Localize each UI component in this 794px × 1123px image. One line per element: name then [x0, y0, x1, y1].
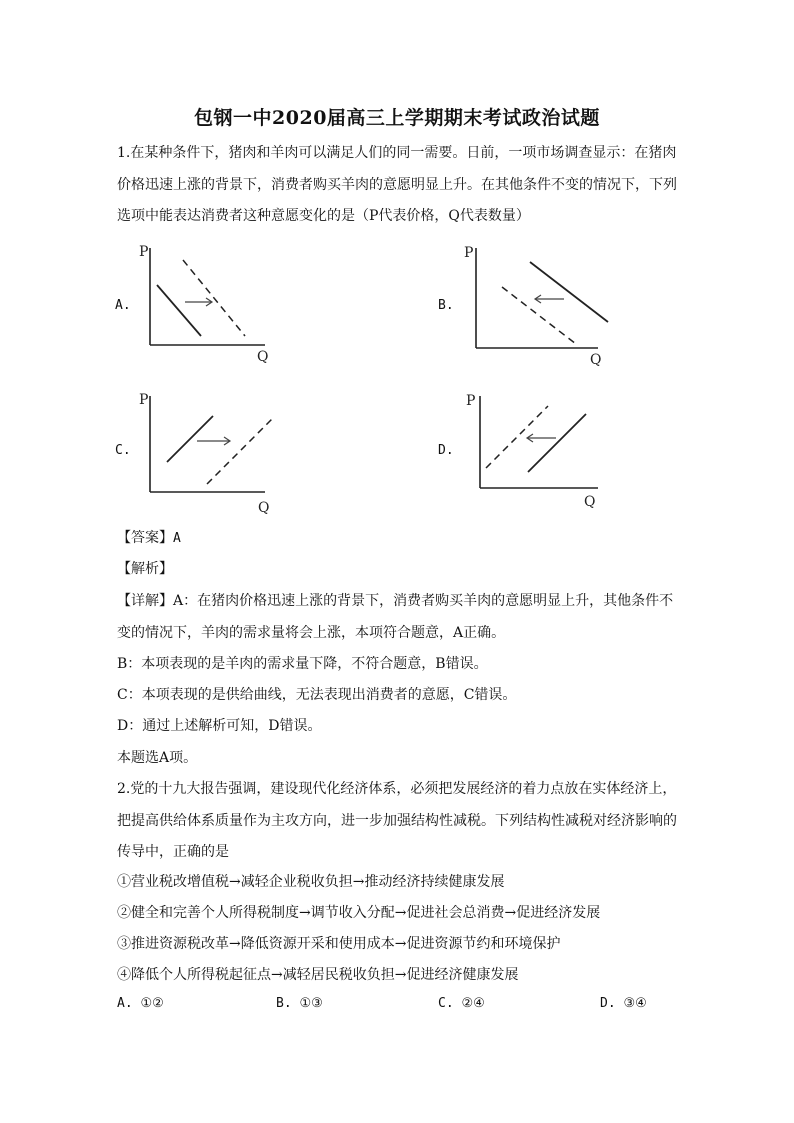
q1-conclusion: 本题选A项。 — [117, 750, 198, 766]
page-title: 包钢一中2020届高三上学期期末考试政治试题 — [194, 107, 600, 129]
q1-analysis-label: 【解析】 — [117, 561, 173, 577]
demand-curve-shifted — [502, 287, 576, 344]
supply-curve-original — [167, 416, 213, 462]
q-label: Q — [258, 500, 270, 516]
q1-option-b-graph — [458, 240, 618, 370]
answer-label: 【答案】 — [117, 530, 173, 546]
q2-item-4: ④降低个人所得税起征点→减轻居民税收负担→促进经济健康发展 — [117, 967, 519, 983]
q1-option-a-letter: A. — [115, 298, 131, 313]
q2-item-1: ①营业税改增值税→减轻企业税收负担→推动经济持续健康发展 — [117, 874, 505, 890]
q1-option-b-letter: B. — [438, 298, 454, 313]
q-label: Q — [257, 349, 269, 365]
q2-stem: 2.党的十九大报告强调，建设现代化经济体系，必须把发展经济的着力点放在实体经济上，把提高供给体系质量作为主攻方向，进一步加强结构性减税。下列结构性减税对经济影响的传导中，正确的是 — [117, 781, 677, 860]
q1-option-d-graph — [458, 388, 618, 518]
q2-choice-d: D. ③④ — [600, 996, 647, 1011]
q2-choice-b: B. ①③ — [276, 996, 323, 1011]
supply-curve-shifted — [486, 406, 548, 468]
q1-option-c-letter: C. — [115, 443, 131, 458]
p-label: P — [139, 392, 149, 408]
q2-choice-c: C. ②④ — [438, 996, 485, 1011]
q1-detail: 【详解】A：在猪肉价格迅速上涨的背景下，消费者购买羊肉的意愿明显上升，其他条件不变的情况下，羊肉的需求量将会上涨，本项符合题意，A正确。 — [117, 593, 674, 641]
demand-curve-original — [157, 285, 201, 336]
q2-item-2: ②健全和完善个人所得税制度→调节收入分配→促进社会总消费→促进经济发展 — [117, 905, 601, 921]
q1-c-explanation: C：本项表现的是供给曲线，无法表现出消费者的意愿，C错误。 — [117, 687, 517, 703]
p-label: P — [139, 244, 149, 260]
supply-curve-shifted — [207, 418, 273, 484]
q1-option-a-graph — [135, 240, 285, 365]
supply-curve-original — [528, 414, 586, 472]
demand-curve-original — [530, 262, 608, 322]
q-label: Q — [590, 352, 602, 368]
q1-option-c-graph — [135, 388, 285, 518]
p-label: P — [464, 245, 474, 261]
q1-stem: 1.在某种条件下，猪肉和羊肉可以满足人们的同一需要。日前，一项市场调查显示：在猪肉价格迅速上涨的背景下，消费者购买羊肉的意愿明显上升。在其他条件不变的情况下，下列选项中能表达消费者这种意愿变化的是（P代表价格，Q代表数量） — [117, 145, 677, 224]
q1-d-explanation: D：通过上述解析可知，D错误。 — [117, 718, 322, 734]
q-label: Q — [584, 494, 596, 510]
q2-choice-a: A. ①② — [117, 996, 164, 1011]
q1-option-d-letter: D. — [438, 443, 454, 458]
q1-answer — [117, 528, 181, 549]
q1-b-explanation: B：本项表现的是羊肉的需求量下降，不符合题意，B错误。 — [117, 656, 488, 672]
answer-value: A — [173, 531, 181, 546]
q2-item-3: ③推进资源税改革→降低资源开采和使用成本→促进资源节约和环境保护 — [117, 936, 561, 952]
p-label: P — [466, 393, 476, 409]
